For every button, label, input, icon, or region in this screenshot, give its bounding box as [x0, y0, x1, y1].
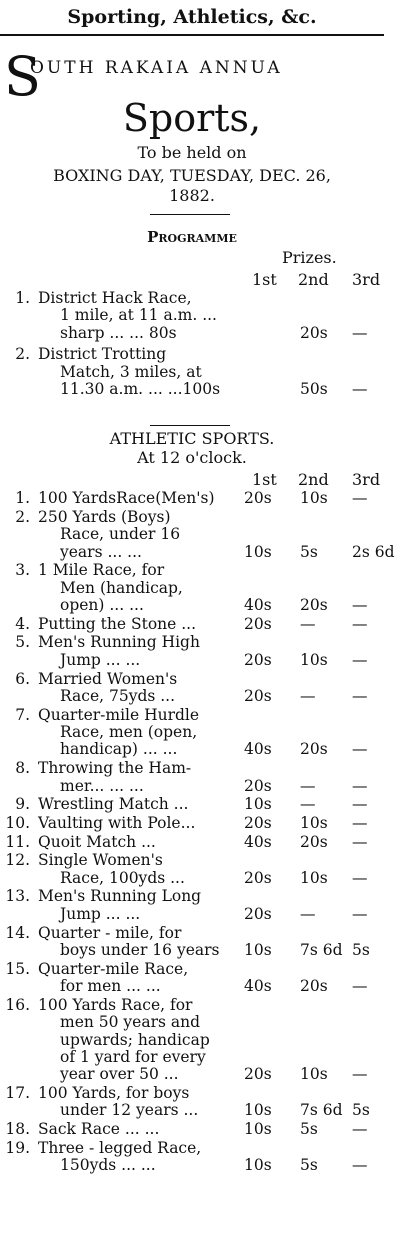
race-description: District Trotting — [38, 345, 167, 364]
section-header: Sporting, Athletics, &c. — [0, 0, 384, 36]
prize-third: — — [352, 596, 368, 614]
prize-first: 40s — [244, 740, 272, 759]
event-description: Men's Running High — [38, 633, 200, 652]
prizes-label: Prizes. — [282, 248, 337, 267]
prize-third: — — [352, 686, 368, 705]
event-number: 4. — [15, 614, 30, 633]
event-number: 15. — [5, 959, 30, 978]
divider — [150, 425, 230, 426]
event-number: 19. — [5, 1138, 30, 1157]
event-number: 13. — [5, 887, 30, 906]
to-be-held: To be held on — [137, 143, 247, 162]
race-description: Match, 3 miles, at — [60, 362, 202, 381]
race-number: 1. — [15, 289, 30, 307]
prize-second: 20s — [300, 323, 328, 342]
event-number: 6. — [15, 669, 30, 688]
prize-second: — — [300, 686, 316, 705]
event-description: 150yds ... ... — [60, 1156, 156, 1175]
prize-third: — — [352, 904, 368, 923]
prize-third: — — [352, 380, 368, 398]
event-description: year over 50 ... — [60, 1065, 179, 1084]
event-description: under 12 years ... — [60, 1101, 199, 1120]
drop-cap: S — [4, 45, 41, 108]
prize-first: 10s — [244, 795, 272, 814]
prize-first: 20s — [244, 614, 272, 633]
prize-column-header: 2nd — [298, 270, 329, 289]
prize-second: 20s — [300, 832, 328, 851]
event-description: handicap) ... ... — [60, 740, 178, 759]
prize-second: 10s — [300, 813, 328, 832]
prize-first: 20s — [244, 1065, 272, 1084]
prize-third: — — [352, 977, 368, 995]
prize-third: — — [352, 813, 368, 832]
event-description: for men ... ... — [60, 977, 161, 995]
sports-title: Sports, — [122, 96, 262, 140]
prize-first: 20s — [244, 868, 272, 887]
event-number: 9. — [15, 795, 30, 814]
prize-third: — — [352, 1120, 368, 1139]
race-description: sharp ... ... 80s — [60, 323, 177, 342]
prize-third: — — [352, 795, 368, 814]
athletic-column-header: 3rd — [352, 470, 381, 489]
race-description: 1 mile, at 11 a.m. ... — [60, 306, 217, 325]
race-number: 2. — [15, 345, 30, 364]
event-number: 18. — [5, 1120, 30, 1139]
event-number: 7. — [15, 705, 30, 724]
event-description: 1 Mile Race, for — [38, 561, 165, 580]
prize-third: — — [352, 614, 368, 633]
event-description: Sack Race ... ... — [38, 1120, 160, 1139]
event-number: 10. — [5, 813, 30, 832]
prize-second: 7s 6d — [300, 1101, 343, 1120]
prize-second: — — [300, 904, 316, 923]
race-description: District Hack Race, — [38, 289, 192, 307]
prize-first: 20s — [244, 650, 272, 669]
prize-second: — — [300, 614, 316, 633]
prize-first: 20s — [244, 904, 272, 923]
event-number: 12. — [5, 851, 30, 870]
prize-column-header: 3rd — [352, 270, 381, 289]
programme-heading: Programme — [147, 228, 237, 246]
event-description: Wrestling Match ... — [38, 795, 189, 814]
event-description: Jump ... ... — [60, 650, 141, 669]
event-description: Single Women's — [38, 851, 163, 870]
prize-second: 7s 6d — [300, 940, 343, 959]
prize-first: 10s — [244, 1156, 272, 1175]
event-description: Race, under 16 — [60, 525, 181, 544]
year: 1882. — [169, 186, 215, 205]
event-number: 8. — [15, 759, 30, 778]
prize-second: 5s — [300, 542, 318, 561]
athletic-title: ATHLETIC SPORTS. — [109, 429, 275, 448]
prize-third: — — [352, 1065, 368, 1084]
event-number: 17. — [5, 1084, 30, 1102]
event-number: 11. — [5, 832, 30, 851]
prize-third: — — [352, 868, 368, 887]
event-description: Throwing the Ham- — [38, 759, 192, 778]
prize-second: — — [300, 776, 316, 795]
prize-first: 10s — [244, 542, 272, 561]
event-description: years ... ... — [60, 542, 142, 561]
event-description: Three - legged Race, — [38, 1138, 202, 1157]
athletic-column-header: 1st — [252, 470, 277, 489]
event-description: Race, men (open, — [60, 723, 198, 741]
prize-second: 50s — [300, 380, 328, 398]
prize-first: 10s — [244, 940, 272, 959]
prize-first: 10s — [244, 1101, 272, 1120]
event-number: 3. — [15, 561, 30, 580]
prize-third: — — [352, 776, 368, 795]
prize-second: 20s — [300, 596, 328, 614]
event-number: 5. — [15, 633, 30, 652]
event-description: upwards; handicap — [60, 1030, 210, 1049]
event-description: Vaulting with Pole... — [38, 813, 196, 832]
prize-third: — — [352, 740, 368, 759]
prize-second: 20s — [300, 977, 328, 995]
prize-third: — — [352, 650, 368, 669]
event-number: 16. — [5, 995, 30, 1014]
prize-second: 5s — [300, 1120, 318, 1139]
event-description: Quarter-mile Hurdle — [38, 705, 200, 724]
event-number: 1. — [15, 489, 30, 507]
event-description: Quoit Match ... — [38, 832, 156, 851]
prize-second: 20s — [300, 740, 328, 759]
prize-second: 10s — [300, 650, 328, 669]
prize-third: — — [352, 489, 368, 507]
event-description: Men's Running Long — [38, 887, 202, 906]
prize-second: 5s — [300, 1156, 318, 1175]
event-description: Jump ... ... — [60, 904, 141, 923]
prize-first: 20s — [244, 776, 272, 795]
prize-first: 40s — [244, 832, 272, 851]
event-description: Quarter - mile, for — [38, 923, 182, 942]
divider — [150, 214, 230, 215]
event-description: Quarter-mile Race, — [38, 959, 189, 978]
event-description: open) ... ... — [60, 596, 144, 614]
athletic-column-header: 2nd — [298, 470, 329, 489]
event-number: 14. — [5, 923, 30, 942]
prize-first: 20s — [244, 813, 272, 832]
prize-first: 20s — [244, 686, 272, 705]
prize-column-header: 1st — [252, 270, 277, 289]
event-description: boys under 16 years — [60, 940, 220, 959]
prize-third: — — [352, 832, 368, 851]
prize-second: 10s — [300, 868, 328, 887]
prize-second: 10s — [300, 1065, 328, 1084]
prize-third: 2s 6d — [352, 542, 395, 561]
prize-third: 5s — [352, 1101, 370, 1120]
prize-third: — — [352, 323, 368, 342]
prize-first: 40s — [244, 977, 272, 995]
event-description: 100 Yards, for boys — [38, 1084, 190, 1102]
title-line: OUTH RAKAIA ANNUA — [30, 58, 283, 78]
event-description: Men (handicap, — [60, 578, 183, 597]
event-description: Putting the Stone ... — [38, 614, 197, 633]
event-description: 100 YardsRace(Men's) — [38, 489, 215, 507]
event-description: men 50 years and — [60, 1013, 201, 1032]
event-description: Race, 75yds ... — [60, 686, 176, 705]
prize-second: — — [300, 795, 316, 814]
event-description: mer... ... ... — [60, 776, 144, 795]
prize-first: 20s — [244, 489, 272, 507]
event-description: 100 Yards Race, for — [38, 995, 193, 1014]
event-description: Race, 100yds ... — [60, 868, 185, 887]
event-number: 2. — [15, 507, 30, 526]
date-line: BOXING DAY, TUESDAY, DEC. 26, — [53, 166, 331, 185]
prize-third: — — [352, 1156, 368, 1175]
event-description: of 1 yard for every — [60, 1047, 206, 1066]
event-description: Married Women's — [38, 669, 178, 688]
prize-second: 10s — [300, 489, 328, 507]
event-description: 250 Yards (Boys) — [38, 507, 171, 526]
race-description: 11.30 a.m. ... ...100s — [60, 380, 221, 398]
prize-first: 40s — [244, 596, 272, 614]
prize-first: 10s — [244, 1120, 272, 1139]
athletic-time: At 12 o'clock. — [137, 448, 247, 467]
prize-third: 5s — [352, 940, 370, 959]
